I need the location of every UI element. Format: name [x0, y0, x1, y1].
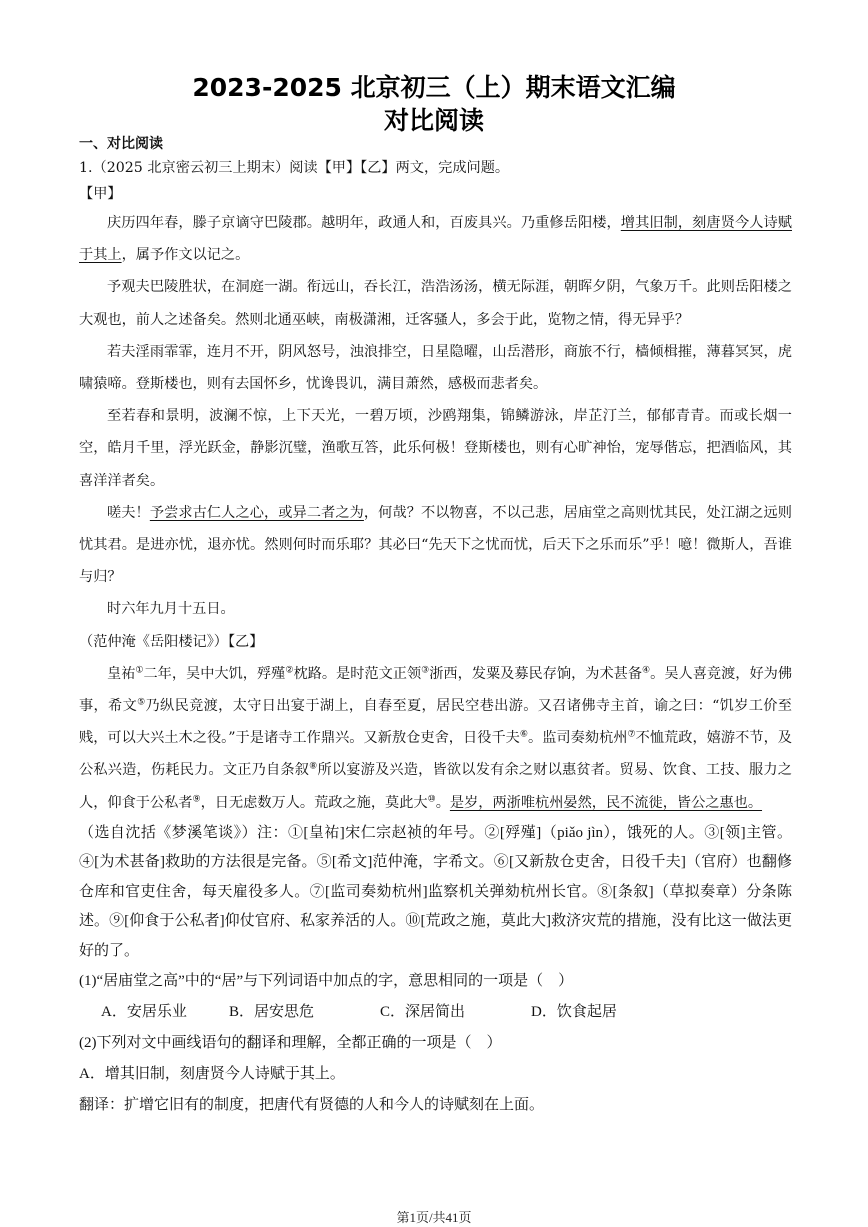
- yi-text: 二年，吴中大饥，殍殣: [143, 665, 286, 682]
- note-marker: ⑦: [627, 729, 636, 740]
- jia-p1-underlined: 增其旧制，刻唐贤今人诗赋于其上: [79, 215, 792, 264]
- yi-text: 。: [435, 794, 450, 811]
- page-number: 第1页/共41页: [396, 1210, 472, 1225]
- jia-paragraph-3: 若夫淫雨霏霏，连月不开，阴风怒号，浊浪排空，日星隐曜，山岳潜形，商旅不行，樯倾楫摧，薄暮冥冥，虎啸猿啼。登斯楼也，则有去国怀乡，忧谗畏讥，满目萧然，感极而悲者矣。: [79, 343, 792, 393]
- yi-paragraph: [79, 658, 792, 819]
- yi-text: 。监司奏劾杭州: [528, 730, 628, 747]
- question-1-options: [79, 997, 792, 1028]
- section-heading: 一、对比阅读: [79, 136, 163, 152]
- note-marker: ⑧: [309, 761, 318, 772]
- note-marker: ②: [285, 665, 294, 676]
- question-2-option-a[interactable]: A．增其旧制，刻唐贤今人诗赋于其上。: [79, 1066, 345, 1083]
- note-marker: ⑤: [137, 697, 146, 708]
- jia-paragraph-6: 时六年九月十五日。: [107, 601, 235, 618]
- document-title: 2023-2025 北京初三（上）期末语文汇编: [192, 73, 676, 102]
- note-marker: ③: [421, 665, 430, 676]
- yi-text: 不恤荒政，嬉游不节，及公私兴造，伤耗民力。文正乃自条叙: [79, 730, 792, 779]
- jia-paragraph-2: 予观夫巴陵胜状，在洞庭一湖。衔远山，吞长江，浩浩汤汤，横无际涯，朝晖夕阴，气象万千。此则岳阳楼之大观也，前人之述备矣。然则北通巫峡，南极潇湘，迁客骚人，多会于此，览物之情，得无异乎？: [79, 279, 792, 328]
- question-2-translation: 翻译：扩增它旧有的制度，把唐代有贤德的人和今人的诗赋刻在上面。: [79, 1097, 545, 1114]
- jia-paragraph-5: [79, 497, 792, 594]
- yi-text: 所以宴游及兴造，皆欲以发有余之财以惠贫者。贸易、饮食、工技、服力之人，仰食于公私者: [79, 762, 792, 811]
- question-1: (1)“居庙堂之高”中的“居”与下列词语中加点的字，意思相同的一项是（ ）: [79, 973, 574, 990]
- jia-p5-text-a: 嗟夫！: [107, 504, 150, 521]
- note-marker: ①: [135, 665, 144, 676]
- option-b[interactable]: B．居安思危: [229, 1004, 315, 1021]
- note-marker: ⑩: [427, 793, 436, 804]
- jia-p1-text-b: ，属予作文以记之。: [121, 247, 250, 264]
- yi-text: 乃纵民竞渡，太守日出宴于湖上，自春至夏，居民空巷出游。又召诸佛寺主首，谕之曰：“饥岁工价至贱，可以大兴土木之役。”于是诸寺工作鼎兴。又新敖仓吏舍，日役千夫: [79, 698, 792, 747]
- option-c[interactable]: C．深居简出: [380, 1004, 466, 1021]
- jia-paragraph-4: 至若春和景明，波澜不惊，上下天光，一碧万顷，沙鸥翔集，锦鳞游泳，岸芷汀兰，郁郁青青。而或长烟一空，皓月千里，浮光跃金，静影沉璧，渔歌互答，此乐何极！登斯楼也，则有心旷神怡，宠辱偕忘，把酒临风，其喜洋洋者矣。: [79, 408, 792, 489]
- yi-text: 皇祐: [107, 665, 136, 682]
- yi-text: 。吴人喜竞渡，好为佛事，希文: [79, 665, 793, 715]
- jia-source-yi-label: （范仲淹《岳阳楼记》）【乙】: [79, 633, 264, 650]
- note-marker: ⑨: [192, 793, 201, 804]
- jia-p5-underlined: 予尝求古仁人之心，或异二者之为: [149, 504, 364, 521]
- yi-underlined: 是岁，两浙唯杭州晏然，民不流徙，皆公之惠也。: [449, 794, 763, 811]
- yi-text: 枕路。是时范文正领: [293, 665, 422, 682]
- jia-paragraph-1: [79, 207, 792, 271]
- yi-text: ，日无虑数万人。荒政之施，莫此大: [200, 794, 428, 811]
- jia-p5-text-b: ，何哉？不以物喜，不以己悲，居庙堂之高则忧其民，处江湖之远则忧其君。是进亦忧，退亦忧。然则何时而乐耶？其必曰“先天下之忧而忧，后天下之乐而乐”乎！噫！微斯人，吾谁与归？: [79, 504, 792, 586]
- question-2: (2)下列对文中画线语句的翻译和理解，全都正确的一项是（ ）: [79, 1035, 502, 1052]
- question-intro: 1.（2025 北京密云初三上期末）阅读【甲】【乙】两文，完成问题。: [79, 160, 510, 176]
- option-a[interactable]: A．安居乐业: [101, 1004, 187, 1021]
- annotations: （选自沈括《梦溪笔谈》）注：①[皇祐]宋仁宗赵祯的年号。②[殍殣]（piǎo jìn），饿死的人。③[领]主管。④[为术甚备]救助的方法很是完备。⑤[希文]范仲淹，字希文。⑥[又新敖仓吏舍，日役千夫]（官府）也翻修仓库和官吏住舍，每天雇役多人。⑦[监司奏劾杭州]监察机关弹劾杭州长官。⑧[条叙]（草拟奏章）分条陈述。⑨[仰食于公私者]仰仗官府、私家养活的人。⑩[荒政之施，莫此大]救济灾荒的措施，没有比这一做法更好的了。: [79, 824, 792, 959]
- option-d[interactable]: D．饮食起居: [531, 1004, 617, 1021]
- yi-text: 浙西，发粟及募民存饷，为术甚备: [429, 665, 643, 682]
- note-marker: ④: [642, 665, 651, 676]
- document-subtitle: 对比阅读: [383, 106, 484, 135]
- note-marker: ⑥: [519, 729, 528, 740]
- document-body: [79, 133, 792, 1121]
- jia-label: 【甲】: [79, 186, 122, 202]
- jia-p1-text-a: 庆历四年春，滕子京谪守巴陵郡。越明年，政通人和，百废具兴。乃重修岳阳楼，: [107, 215, 621, 231]
